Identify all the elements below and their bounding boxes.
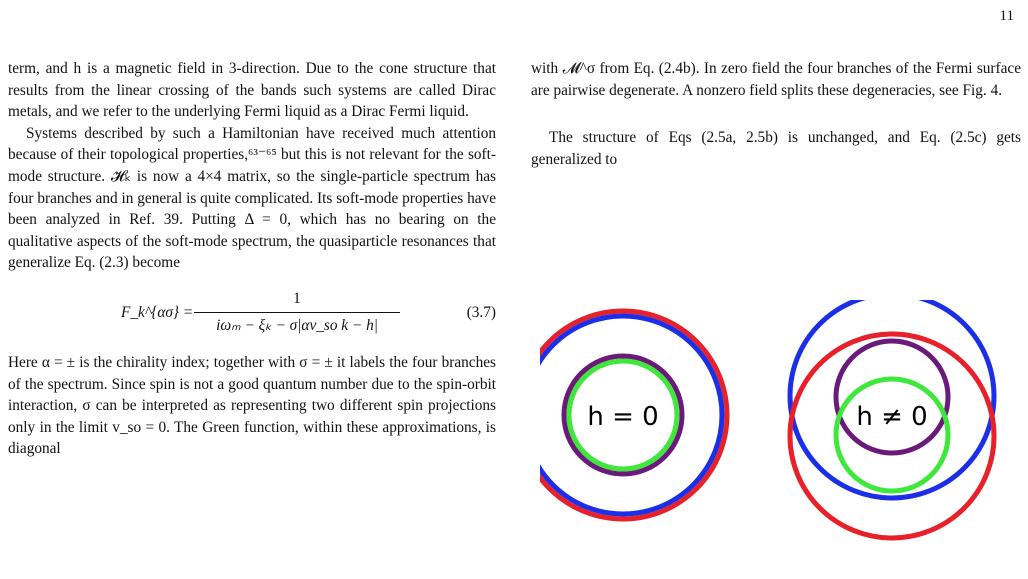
paragraph-1: term, and h is a magnetic field in 3-direction. Due to the cone structure that results from the linear crossing of the bands such systems are called Dirac metals, and we refer to the underlying Fermi liquid as a Dirac Fermi liquid. [8, 60, 496, 121]
paragraph-2: Systems described by such a Hamiltonian have received much attention because of their topological properties,⁶³⁻⁶⁵ but this is not relevant for the soft-mode structure. 𝓗ₖ is now a 4×4 matrix, so the single-particle spectrum has four branches and in general is quite complicated. Its soft-mode properties have been analyzed in Ref. 39. Putting Δ = 0, which has no bearing on the qualitative aspects of the soft-mode spectrum, the quasiparticle resonances that generalize Eq. (2.3) become [8, 124, 496, 272]
fermi-surface-figure [540, 300, 1020, 570]
fermi-surface-svg [540, 300, 1020, 570]
equation-lhs: F_k^{ασ} = [121, 303, 194, 321]
equation-denominator: iωₘ − ξₖ − σ|αv_so k − h| [216, 316, 378, 334]
paragraph-3: Here α = ± is the chirality index; together with σ = ± it labels the four branches of the spectrum. Since spin is not a good quantum number due to the spin-orbit interaction, σ can be interpreted as representing two different spin projections only in the limit v_so = 0. The Green function, within these approximations, is diagonal [8, 353, 496, 458]
paragraph-right-1: with 𝓜^σ from Eq. (2.4b). In zero field the four branches of the Fermi surface are pairwise degenerate. A nonzero field splits these degeneracies, see Fig. 4. [531, 60, 1021, 99]
equation-numerator: 1 [194, 288, 400, 313]
left-column [8, 58, 496, 460]
label-h-zero: h = 0 [587, 402, 659, 432]
panel-h-nonzero [790, 300, 994, 538]
paragraph-right-2: The structure of Eqs (2.5a, 2.5b) is unchanged, and Eq. (2.5c) gets generalized to [531, 129, 1021, 168]
red-branch-outer-right [790, 334, 994, 538]
panel-h-zero [540, 311, 727, 519]
page-number: 11 [999, 8, 1014, 24]
label-h-nonzero: h ≠ 0 [856, 402, 928, 432]
right-column [531, 58, 1021, 170]
equation-number: (3.7) [466, 303, 496, 321]
equation-3-7 [8, 288, 496, 336]
blue-branch-outer-right [790, 300, 994, 498]
equation-fraction [194, 288, 400, 336]
